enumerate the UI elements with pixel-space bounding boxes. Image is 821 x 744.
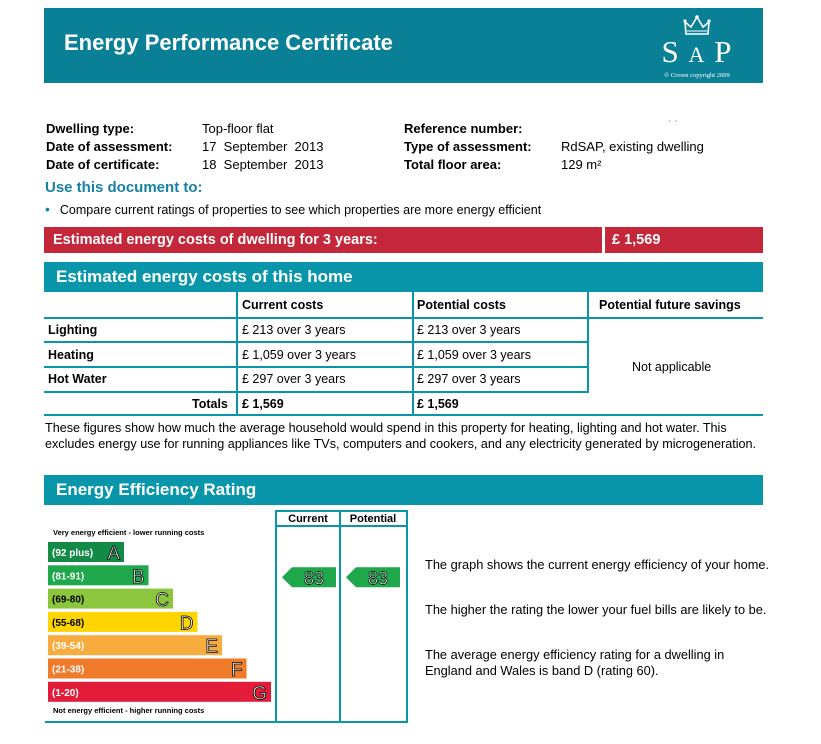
reference-value: - - — [668, 116, 678, 127]
header-current-costs: Current costs — [242, 298, 324, 312]
dwelling-type-value: Top-floor flat — [202, 121, 274, 136]
heating-potential: £ 1,059 over 3 years — [417, 348, 531, 362]
table-line — [44, 391, 588, 393]
sap-letters — [647, 34, 747, 70]
totals-label: Totals — [192, 397, 228, 411]
dwelling-type-label: Dwelling type: — [46, 121, 135, 136]
crown-icon — [683, 14, 711, 36]
totals-potential: £ 1,569 — [417, 397, 459, 411]
floor-area-label: Total floor area: — [404, 157, 502, 172]
table-line — [587, 292, 589, 393]
table-line — [589, 317, 763, 319]
bar-divider — [602, 227, 605, 253]
efficiency-text-3: The average energy efficiency rating for a dwelling in England and Wales is band D (rating 60). — [425, 647, 725, 678]
frame-mask-top — [44, 510, 275, 513]
header-potential-savings: Potential future savings — [599, 298, 741, 312]
costs-section-title: Estimated energy costs of this home — [56, 267, 353, 286]
details-values-left — [202, 120, 323, 174]
band-letter-d: D — [179, 613, 194, 635]
band-range-c: (69-80) — [52, 594, 85, 606]
savings-value: Not applicable — [632, 360, 712, 374]
efficiency-section-header — [44, 475, 763, 505]
sap-logo — [647, 14, 747, 80]
floor-area-value: 129 m² — [561, 157, 602, 172]
use-document-bullet — [45, 201, 541, 217]
row-label-heating: Heating — [48, 348, 94, 362]
estimated-total-value: £ 1,569 — [612, 232, 661, 248]
band-range-f: (21-38) — [52, 664, 85, 676]
top-note: Very energy efficient - lower running costs — [53, 528, 205, 537]
lighting-potential: £ 213 over 3 years — [417, 323, 521, 337]
bottom-note: Not energy efficient - higher running costs — [53, 706, 205, 715]
band-letter-a: A — [107, 543, 120, 565]
efficiency-text-1: The graph shows the current energy efficiency of your home. — [425, 557, 770, 572]
details-labels-left — [46, 120, 172, 174]
column-current-label: Current — [288, 513, 328, 525]
details-values-right — [561, 138, 704, 174]
totals-current: £ 1,569 — [242, 397, 284, 411]
band-letter-e: E — [205, 636, 218, 658]
frame-mask-left — [44, 510, 47, 724]
table-line — [236, 292, 238, 416]
band-range-g: (1-20) — [52, 687, 79, 699]
assessment-type-value: RdSAP, existing dwelling — [561, 139, 704, 154]
crown-copyright: © Crown copyright 2009 — [664, 72, 730, 79]
band-letter-b: B — [131, 566, 145, 588]
efficiency-rating-chart — [44, 510, 409, 724]
sap-letter-a: A — [688, 42, 706, 67]
sap-letter-s: S — [661, 34, 680, 69]
estimated-total-bar — [44, 227, 763, 253]
lighting-current: £ 213 over 3 years — [242, 323, 346, 337]
use-document-heading: Use this document to: — [45, 179, 203, 196]
header-potential-costs: Potential costs — [417, 298, 506, 312]
row-label-hot-water: Hot Water — [48, 372, 107, 386]
band-letter-c: C — [155, 590, 169, 612]
efficiency-text-2: The higher the rating the lower your fuel bills are likely to be. — [425, 602, 767, 617]
table-line — [44, 366, 588, 368]
current-rating-value: 83 — [303, 568, 325, 589]
certificate-date-label: Date of certificate: — [46, 157, 160, 172]
certificate-header — [44, 8, 763, 83]
bullet-icon: • — [45, 201, 50, 217]
table-line — [44, 317, 588, 319]
assessment-type-label: Type of assessment: — [404, 139, 532, 154]
assessment-date-label: Date of assessment: — [46, 139, 173, 154]
row-label-lighting: Lighting — [48, 323, 98, 337]
rating-bands — [48, 542, 271, 704]
sap-letter-p: P — [714, 34, 733, 69]
band-range-e: (39-54) — [52, 641, 85, 653]
table-line — [44, 414, 763, 416]
certificate-date-value: 18 September 2013 — [202, 157, 324, 172]
band-range-b: (81-91) — [52, 571, 85, 583]
band-letter-f: F — [230, 660, 243, 681]
costs-section-header — [44, 262, 763, 292]
page-title: Energy Performance Certificate — [64, 30, 393, 55]
hot-water-current: £ 297 over 3 years — [242, 372, 346, 386]
estimated-total-label: Estimated energy costs of dwelling for 3 years: — [53, 232, 378, 248]
band-g — [48, 682, 271, 705]
table-line — [412, 292, 414, 416]
costs-table — [44, 292, 763, 416]
efficiency-section-title: Energy Efficiency Rating — [56, 480, 257, 499]
bullet-text: Compare current ratings of properties to see which properties are more energy efficient — [59, 203, 542, 217]
column-potential-label: Potential — [349, 513, 397, 525]
potential-rating-value: 83 — [367, 568, 389, 589]
costs-explanation: These figures show how much the average household would spend in this property for heating, lighting and hot water. This excludes energy use for running appliances like TVs, computers and cookers, and any electricity generated by microgeneration. — [45, 421, 757, 451]
reference-label: Reference number: — [404, 121, 523, 136]
heating-current: £ 1,059 over 3 years — [242, 348, 356, 362]
assessment-date-value: 17 September 2013 — [202, 139, 324, 154]
details-labels-right — [404, 120, 532, 174]
band-range-a: (92 plus) — [52, 548, 94, 559]
hot-water-potential: £ 297 over 3 years — [417, 372, 521, 386]
band-letter-g: G — [252, 683, 267, 705]
table-line — [44, 341, 588, 343]
band-range-d: (55-68) — [52, 617, 85, 629]
